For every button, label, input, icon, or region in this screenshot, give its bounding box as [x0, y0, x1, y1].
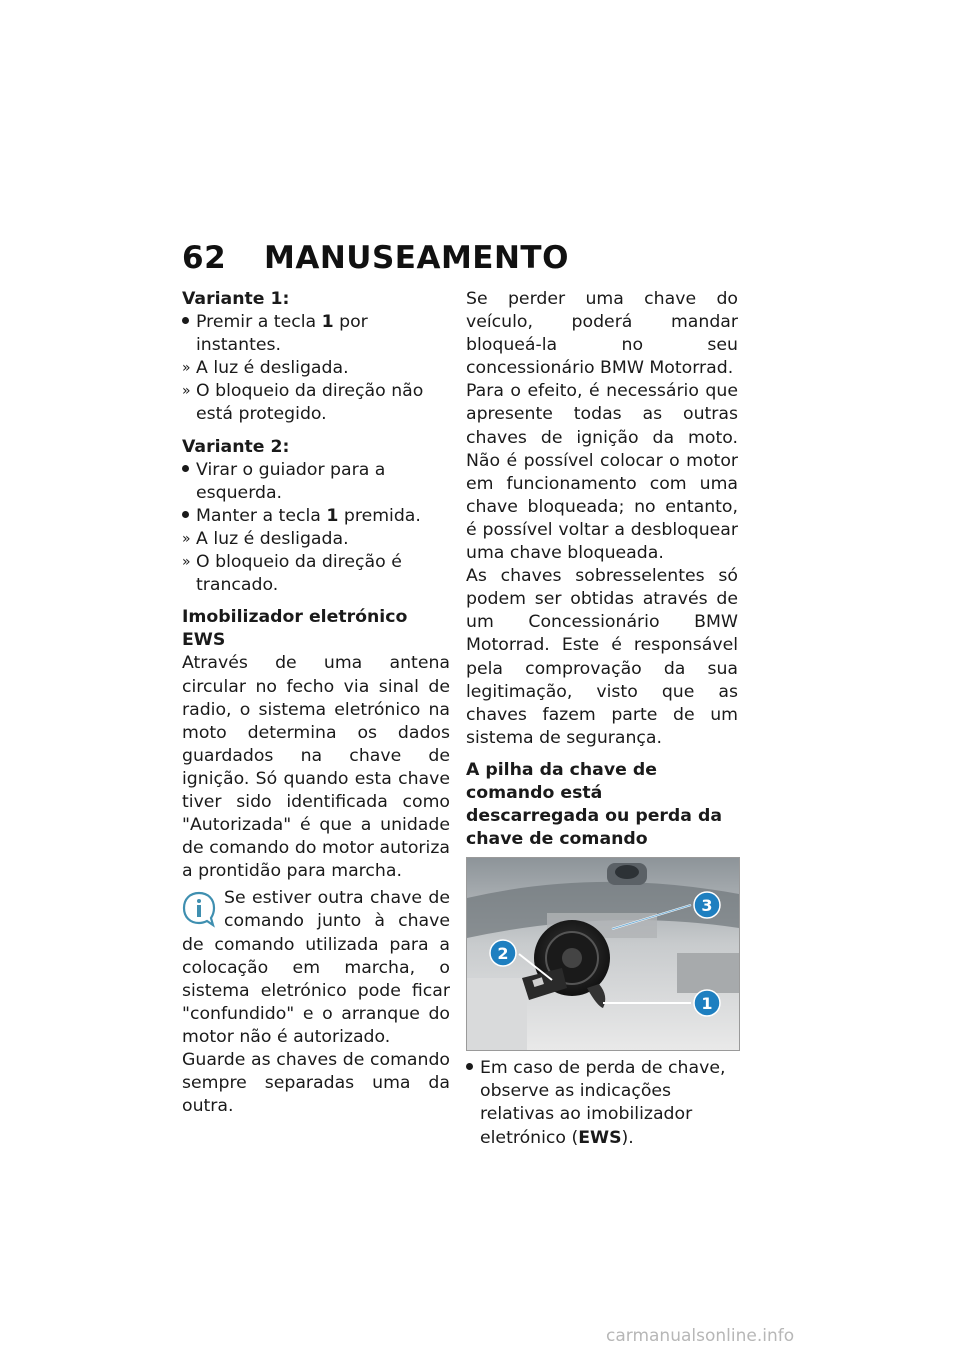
result-item: » O bloqueio da direção é trancado. — [182, 552, 402, 596]
variant-1-heading: Variante 1: — [182, 289, 290, 309]
result-arrow-icon: » — [182, 383, 191, 400]
ignition-photo — [466, 857, 740, 1051]
callout-3 — [694, 892, 720, 918]
result-item: » A luz é desligada. — [182, 357, 450, 380]
svg-text:1: 1 — [701, 994, 713, 1014]
step-item: Virar o guiador para a esquerda. — [182, 459, 450, 505]
variant-2-heading: Variante 2: — [182, 436, 290, 457]
result-arrow-icon: » — [182, 530, 191, 547]
battery-heading: A pilha da chave de comando está descarregada ou perda da chave de comando — [466, 759, 723, 850]
watermark: carmanualsonline.info — [606, 1326, 795, 1346]
result-item: » A luz é desligada. — [182, 528, 450, 551]
result-item: » O bloqueio da direção não está protegido. — [182, 381, 424, 425]
svg-text:2: 2 — [497, 944, 509, 964]
lost-key-paragraph-2: Para o efeito, é necessário que apresente todas as outras chaves de ignição da moto. Não é possível colocar o motor em funcionamento com uma chave bloqueada; no entanto, é possível voltar a desbloquear uma chave bloqueada. — [466, 381, 738, 564]
ews-heading: Imobilizador eletrónico EWS — [182, 607, 408, 651]
info-note — [182, 887, 450, 1049]
result-arrow-icon: » — [182, 554, 191, 571]
step-item: Manter a tecla 1 premida. — [182, 505, 450, 528]
page-header — [182, 240, 569, 276]
lost-key-instruction: Em caso de perda de chave, observe as indicações relativas ao imobilizador eletrónico (EWS). — [466, 1057, 738, 1149]
svg-text:3: 3 — [701, 896, 713, 916]
bullet-marker — [182, 311, 196, 334]
right-column — [466, 288, 738, 1150]
page-number: 62 — [182, 240, 227, 276]
keep-keys-paragraph: Guarde as chaves de comando sempre separadas uma da outra. — [182, 1050, 450, 1117]
bullet-marker — [466, 1057, 480, 1080]
lost-key-paragraph-3: As chaves sobresselentes só podem ser obtidas através de um Concessionário BMW Motorrad. Este é responsável pela comprovação da sua legitimação, visto que as chaves fazem parte de um sistema de segurança. — [466, 566, 738, 748]
left-column — [182, 288, 450, 1118]
callout-1 — [694, 990, 720, 1016]
info-icon — [180, 890, 218, 928]
bullet-marker — [182, 505, 196, 528]
result-arrow-icon: » — [182, 360, 191, 377]
variant-1-steps — [182, 311, 450, 426]
page-title: MANUSEAMENTO — [264, 240, 569, 276]
step-item: Premir a tecla 1 por instantes. — [182, 311, 450, 357]
bullet-marker — [182, 459, 196, 482]
note-paragraph: Se estiver outra chave de comando junto à chave de comando utilizada para a colocação em marcha, o sistema eletrónico pode ficar "confundido" e o arranque do motor não é autorizado. — [182, 888, 450, 1047]
lost-key-paragraph-1: Se perder uma chave do veículo, poderá mandar bloqueá-la no seu concessionário BMW Motorrad. — [466, 289, 738, 379]
variant-2-steps — [182, 459, 450, 598]
ews-paragraph: Através de uma antena circular no fecho via sinal de radio, o sistema eletrónico na moto determina os dados guardados na chave de ignição. Só quando esta chave tiver sido identificada como "Autorizada" é que a unidade de comando do motor autoriza a prontidão para marcha. — [182, 653, 450, 882]
callout-2 — [490, 940, 516, 966]
ignition-illustration — [467, 858, 739, 1050]
